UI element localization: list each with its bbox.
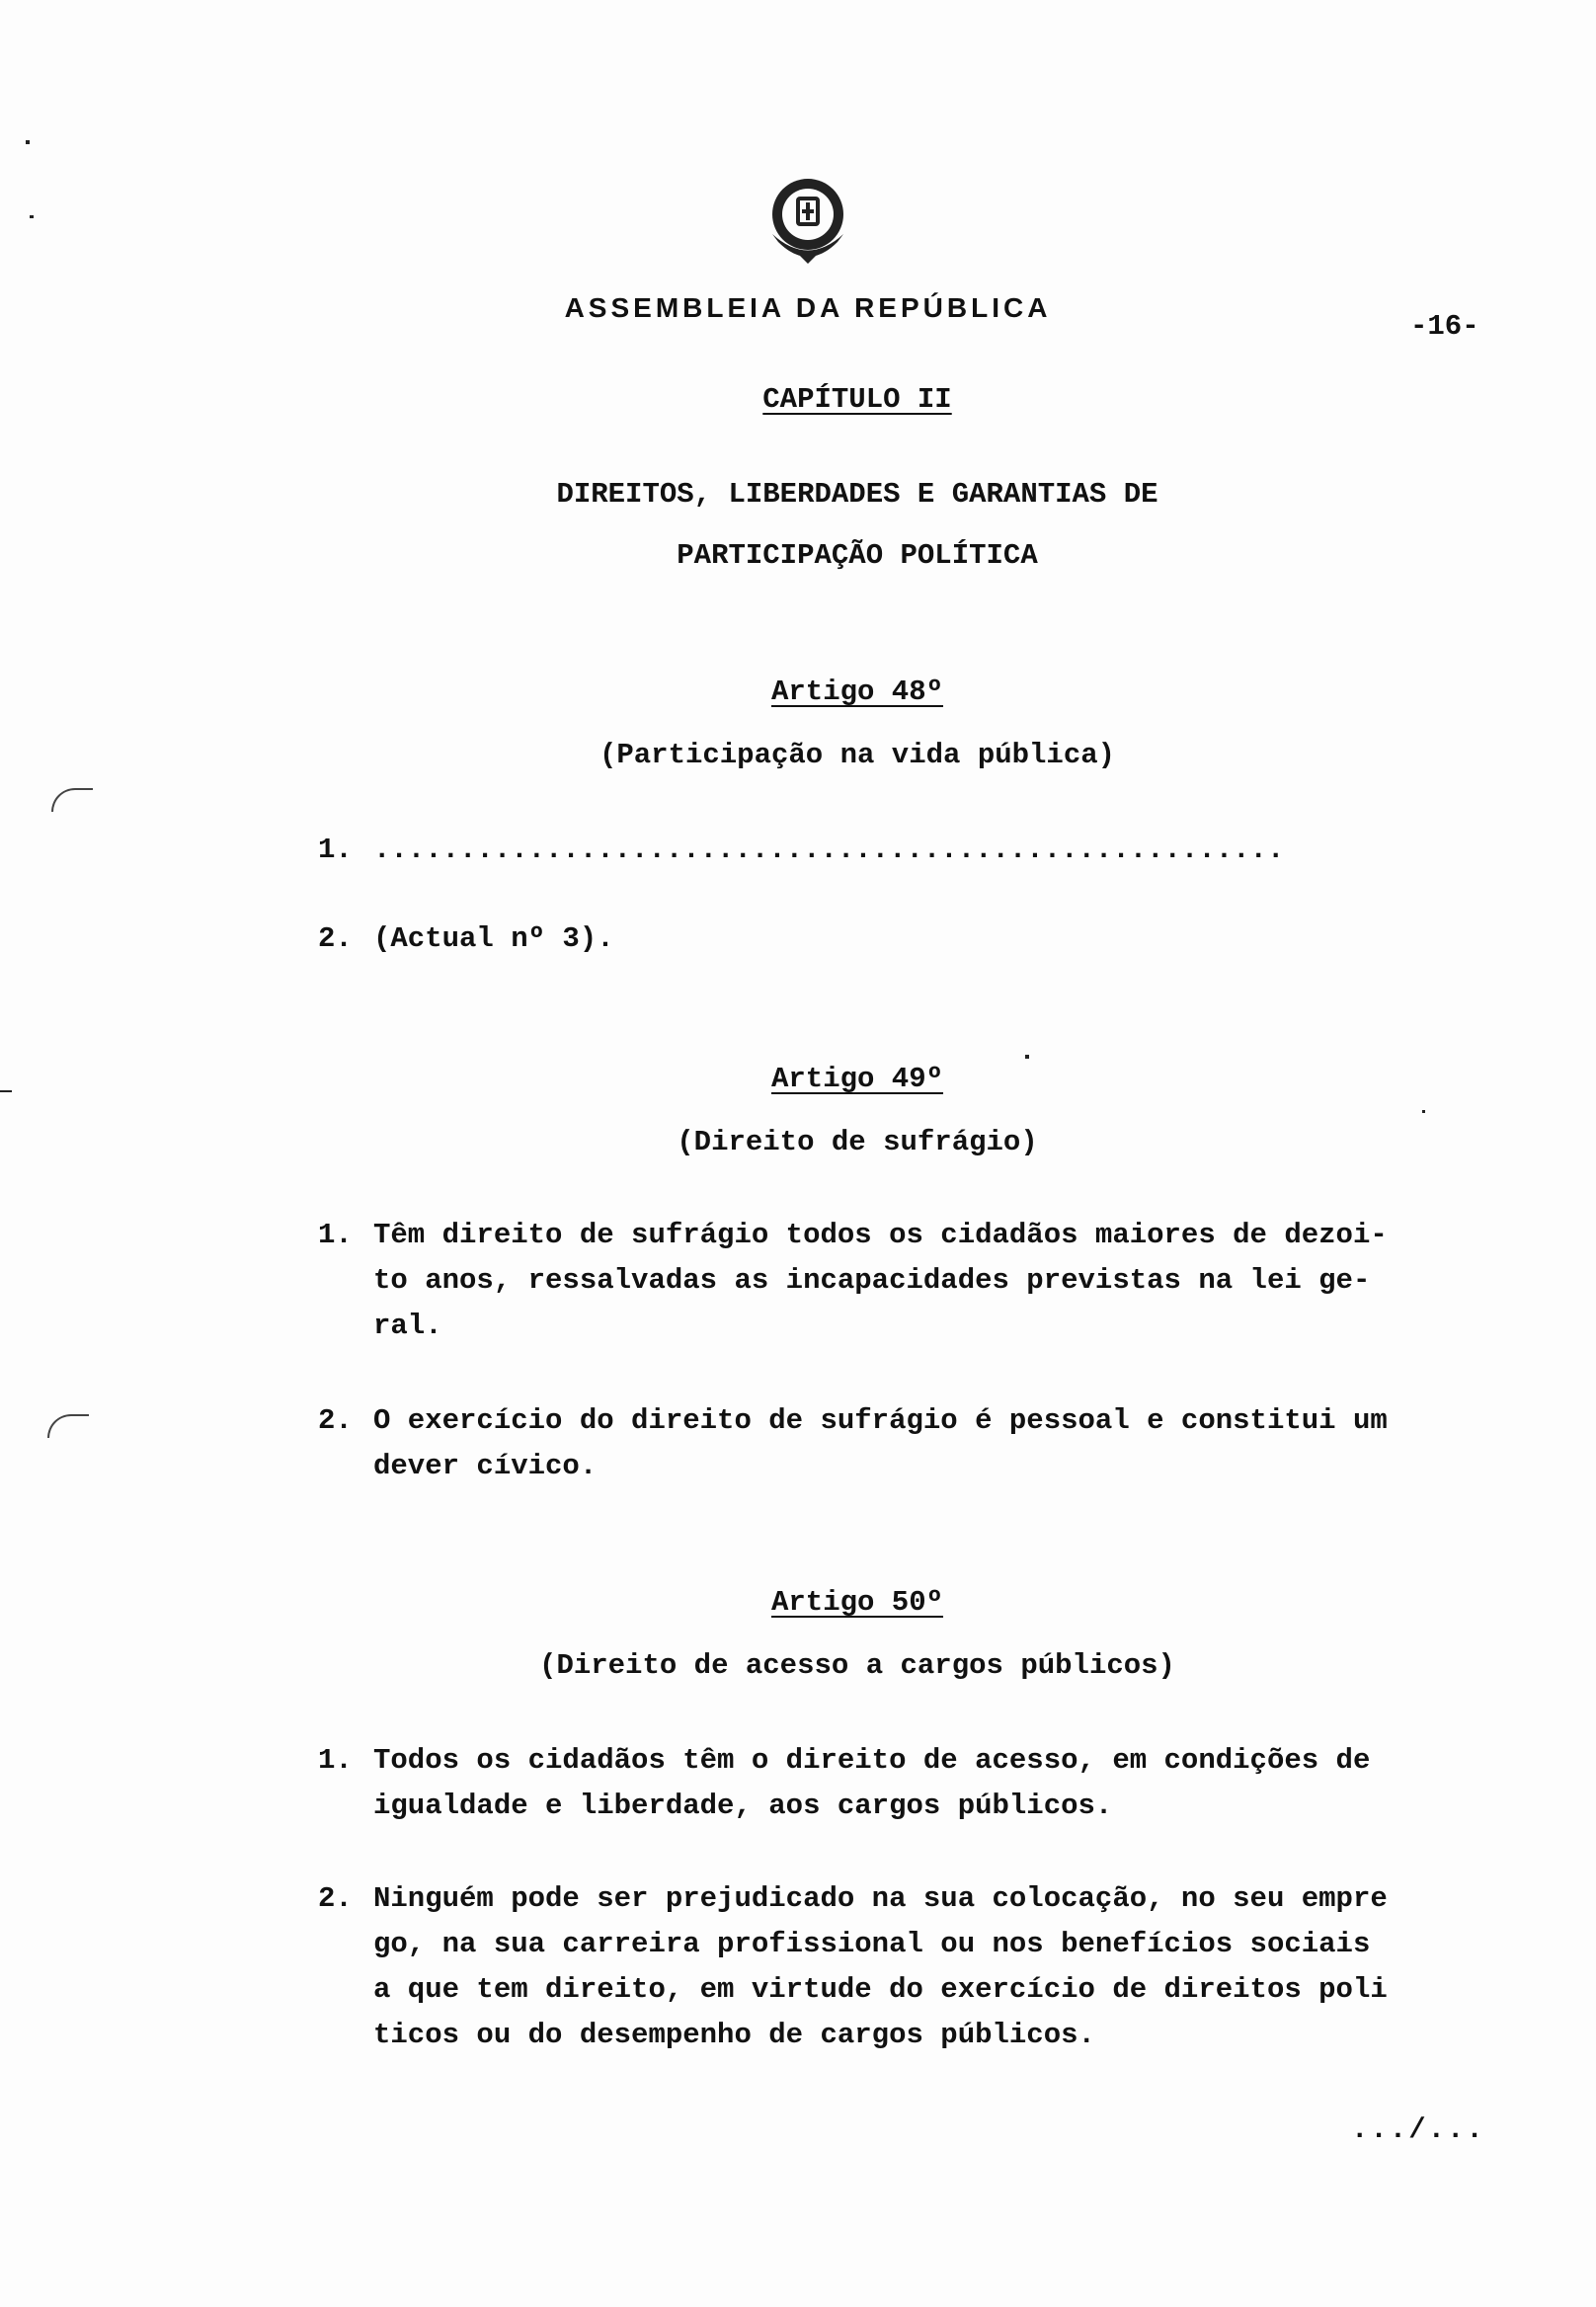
item-number: 2.: [318, 922, 353, 955]
article-50-item-1: [318, 1738, 1483, 1829]
item-number: 2.: [318, 1404, 353, 1437]
item-text: O exercício do direito de sufrágio é pessoal e constitui um dever cívico.: [373, 1404, 1388, 1482]
article-50-subtitle: (Direito de acesso a cargos públicos): [539, 1649, 1175, 1682]
scan-speck: [30, 215, 34, 218]
article-48-item-1: [318, 828, 1483, 873]
item-number: 2.: [318, 1882, 353, 1915]
scan-hole-punch-shadow: [47, 1414, 89, 1438]
article-50-item-2: [318, 1876, 1483, 2058]
article-48-item-2: [318, 916, 1483, 962]
chapter-title-line2: PARTICIPAÇÃO POLÍTICA: [677, 539, 1038, 572]
article-49-item-1: [318, 1213, 1483, 1349]
page-number: -16-: [1410, 310, 1479, 343]
continuation-marker: .../...: [1351, 2113, 1485, 2146]
chapter-label: CAPÍTULO II: [762, 383, 952, 416]
scan-speck: [26, 140, 30, 144]
institution-name: ASSEMBLEIA DA REPÚBLICA: [564, 292, 1052, 323]
item-text: (Actual nº 3).: [373, 922, 614, 955]
item-text: Ninguém pode ser prejudicado na sua colocação, no seu empre go, na sua carreira profissional ou nos benefícios sociais a que tem direito, em virtude do exercício de direitos poli ticos ou do desempenho de cargos públicos.: [373, 1882, 1388, 2051]
item-text: .....................................................: [373, 834, 1285, 866]
article-49-subtitle: (Direito de sufrágio): [677, 1126, 1038, 1158]
article-49-item-2: [318, 1398, 1483, 1489]
article-48-heading: Artigo 48º: [770, 676, 944, 708]
scan-speck: [1025, 1055, 1029, 1059]
chapter-title-line1: DIREITOS, LIBERDADES E GARANTIAS DE: [556, 478, 1158, 511]
item-text: Todos os cidadãos têm o direito de acesso, em condições de igualdade e liberdade, aos cargos públicos.: [373, 1744, 1371, 1822]
scan-speck: [1422, 1110, 1425, 1113]
item-number: 1.: [318, 1219, 353, 1251]
article-48-subtitle: (Participação na vida pública): [598, 739, 1116, 771]
item-number: 1.: [318, 834, 353, 866]
article-49-heading: Artigo 49º: [770, 1063, 944, 1095]
scan-mark: [0, 1090, 12, 1092]
coat-of-arms-icon: [762, 173, 853, 272]
item-number: 1.: [318, 1744, 353, 1777]
article-50-heading: Artigo 50º: [770, 1586, 944, 1619]
scan-hole-punch-shadow: [51, 788, 93, 812]
item-text: Têm direito de sufrágio todos os cidadãos maiores de dezoi- to anos, ressalvadas as incapacidades previstas na lei ge- ral.: [373, 1219, 1388, 1342]
